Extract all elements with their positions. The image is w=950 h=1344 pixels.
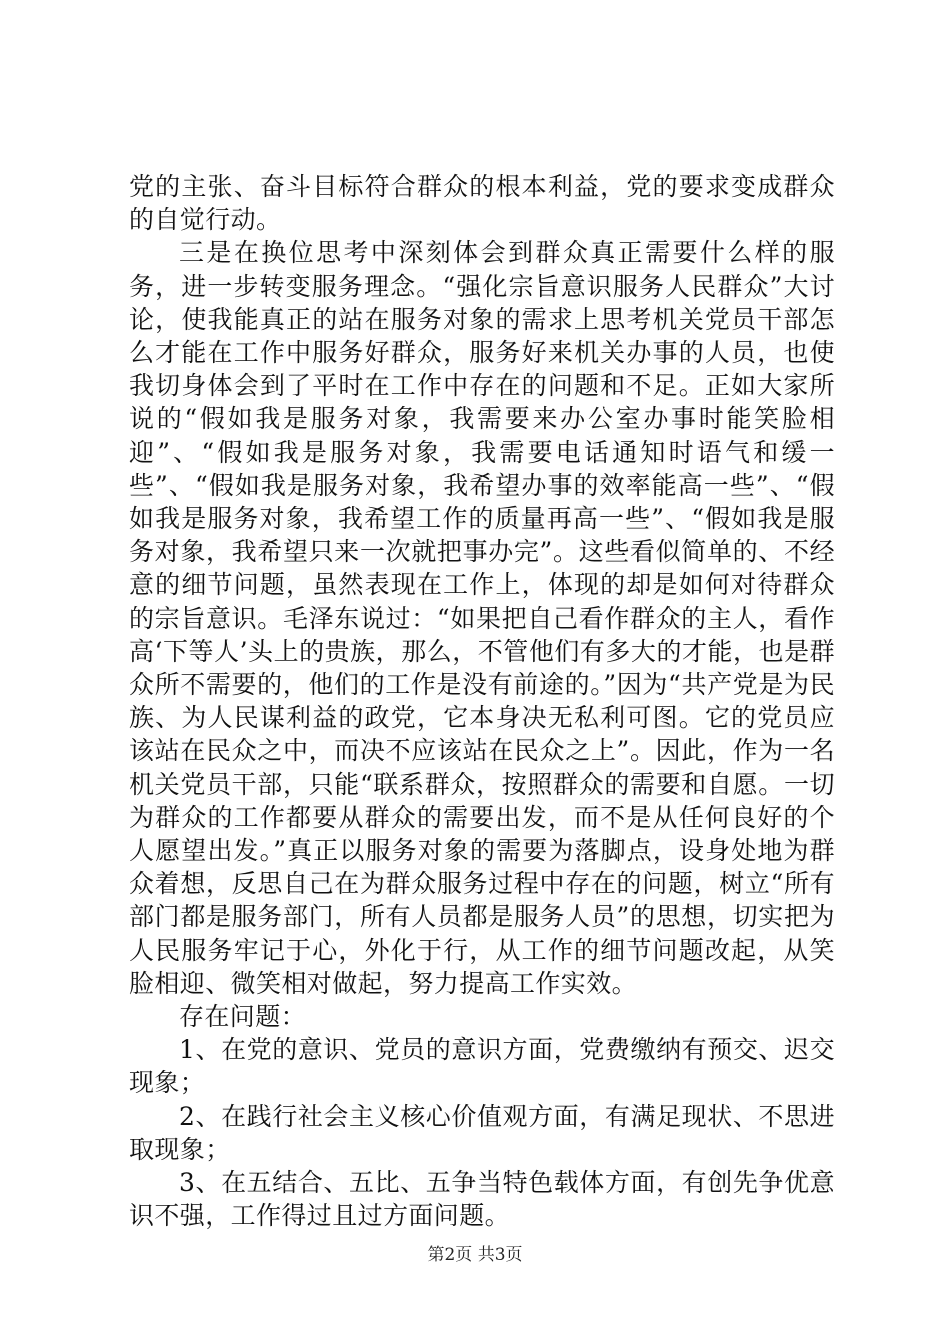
paragraph-continuation: 党的主张、奋斗目标符合群众的根本利益，党的要求变成群众的自觉行动。 <box>129 172 835 235</box>
paragraph-issue-3: 3、在五结合、五比、五争当特色载体方面，有创先争优意识不强，工作得过且过方面问题。 <box>129 1168 835 1231</box>
page-number-footer: 第2页 共3页 <box>427 1245 523 1265</box>
document-body <box>129 170 835 1233</box>
paragraph-issue-2: 2、在践行社会主义核心价值观方面，有满足现状、不思进取现象； <box>129 1101 835 1164</box>
paragraph-service-reflection: 三是在换位思考中深刻体会到群众真正需要什么样的服务，进一步转变服务理念。“强化宗旨意识服务人民群众”大讨论，使我能真正的站在服务对象的需求上思考机关党员干部怎么才能在工作中服务好群众，服务好来机关办事的人员，也使我切身体会到了平时在工作中存在的问题和不足。正如大家所说的“假如我是服务对象，我需要来办公室办事时能笑脸相迎”、“假如我是服务对象，我需要电话通知时语气和缓一些”、“假如我是服务对象，我希望办事的效率能高一些”、“假如我是服务对象，我希望工作的质量再高一些”、“假如我是服务对象，我希望只来一次就把事办完”。这些看似简单的、不经意的细节问题，虽然表现在工作上，体现的却是如何对待群众的宗旨意识。毛泽东说过：“如果把自己看作群众的主人，看作高‘下等人’头上的贵族，那么，不管他们有多大的才能，也是群众所不需要的，他们的工作是没有前途的。”因为“共产党是为民族、为人民谋利益的政党，它本身决无私利可图。它的党员应该站在民众之中，而决不应该站在民众之上”。因此，作为一名机关党员干部，只能“联系群众，按照群众的需要和自愿。一切为群众的工作都要从群众的需要出发，而不是从任何良好的个人愿望出发。”真正以服务对象的需要为落脚点，设身处地为群众着想，反思自己在为群众服务过程中存在的问题，树立“所有部门都是服务部门，所有人员都是服务人员”的思想，切实把为人民服务牢记于心，外化于行，从工作的细节问题改起，从笑脸相迎、微笑相对做起，努力提高工作实效。 <box>129 238 835 998</box>
paragraph-issues-heading: 存在问题： <box>179 1002 307 1032</box>
paragraph-issue-1: 1、在党的意识、党员的意识方面，党费缴纳有预交、迟交现象； <box>129 1035 835 1098</box>
